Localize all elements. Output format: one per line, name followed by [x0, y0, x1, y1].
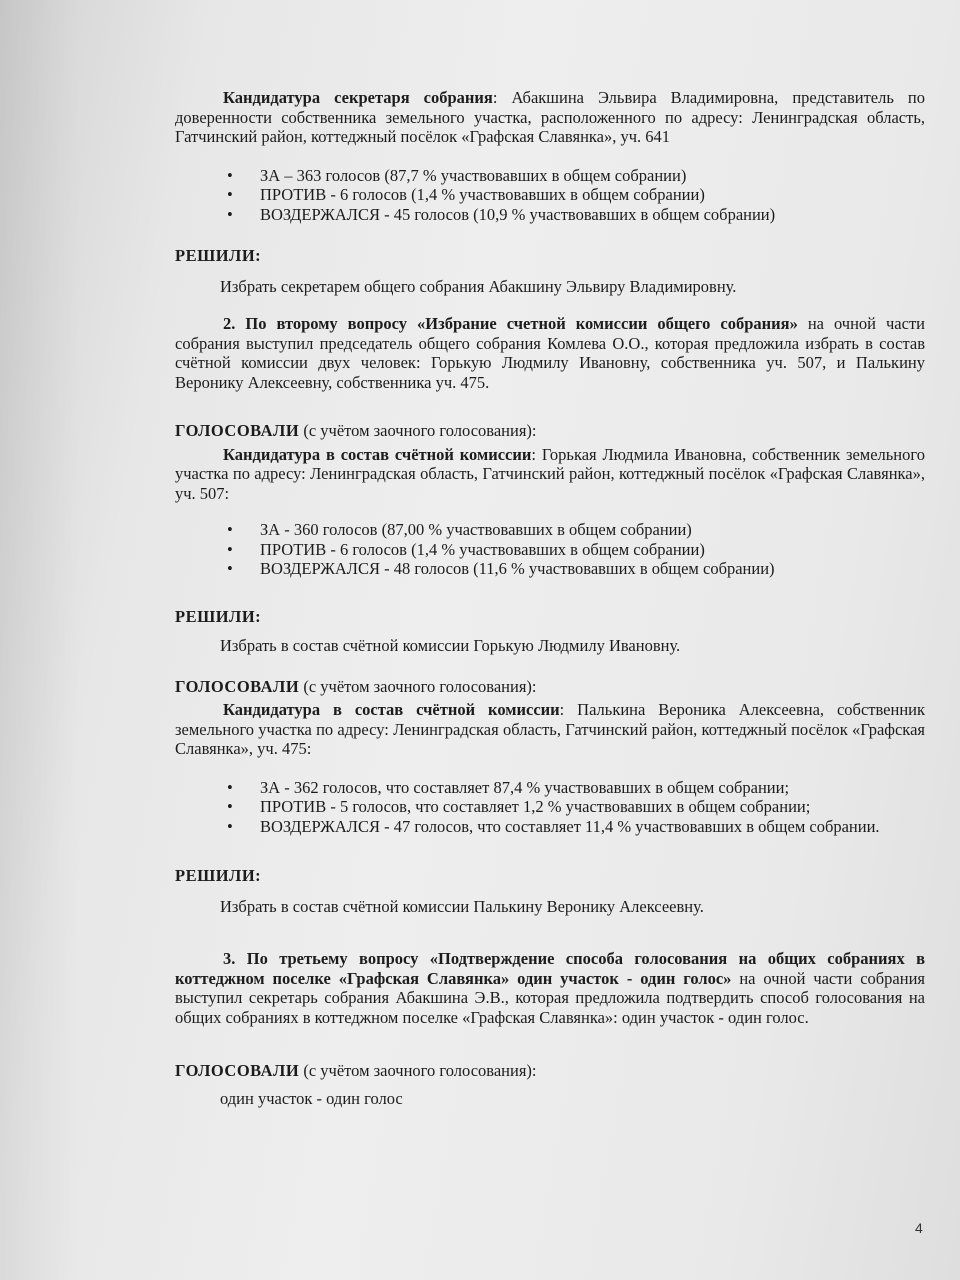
question-2-paragraph: [175, 314, 925, 392]
counting-candidate-1-paragraph: [175, 445, 925, 504]
vote-for: • ЗА - 360 голосов (87,00 % участвовавших в общем собрании): [227, 520, 925, 540]
voted-heading: ГОЛОСОВАЛИ: [175, 676, 300, 696]
question-3-lead: 3. По третьему вопросу «Подтверждение способа голосования на общих собраниях в коттеджном поселке «Графская Славянка» один участок - один голос»: [175, 949, 925, 988]
decided-heading: РЕШИЛИ:: [175, 606, 262, 626]
decision-text: Избрать в состав счётной комиссии Палькину Веронику Алексеевну.: [220, 896, 704, 916]
decision-text: Избрать в состав счётной комиссии Горькую Людмилу Ивановну.: [220, 636, 681, 655]
question-3-text: на очной части собрания выступил секретарь собрания Абакшина Э.В., которая предложила подтвердить способ голосования на общих собраниях в коттеджном поселке «Графская Славянка»: один участок - один голос.: [175, 968, 925, 1027]
counting-candidate-2-paragraph: [175, 700, 925, 759]
voted-note: (с учётом заочного голосования):: [299, 421, 537, 440]
voted-line: [175, 677, 925, 697]
vote-for: • ЗА - 362 голосов, что составляет 87,4 % участвовавших в общем собрании;: [227, 778, 925, 798]
voted-note: (с учётом заочного голосования):: [299, 676, 537, 696]
decision-text: Избрать секретарем общего собрания Абакшину Эльвиру Владимировну.: [220, 276, 737, 296]
vote-against: • ПРОТИВ - 5 голосов, что составляет 1,2 % участвовавших в общем собрании;: [227, 797, 925, 817]
question-2-lead: 2. По второму вопросу «Избрание счетной комиссии общего собрания»: [223, 314, 798, 333]
vote-abstain: • ВОЗДЕРЖАЛСЯ - 45 голосов (10,9 % участвовавших в общем собрании): [227, 205, 925, 225]
vote-against: • ПРОТИВ - 6 голосов (1,4 % участвовавших в общем собрании): [227, 540, 925, 560]
secretary-candidate-label: Кандидатура секретаря собрания: [223, 88, 493, 107]
question-2-text: на очной части собрания выступил председатель общего собрания Комлева О.О., которая предложила избрать в состав счётной комиссии двух человек: Горькую Людмилу Ивановну, собственника уч. 507, и Палькину Веронику Алексеевну, собственника уч. 475.: [175, 314, 925, 392]
document-body: [175, 88, 925, 1108]
decided-heading: РЕШИЛИ:: [175, 866, 262, 885]
vote-abstain: • ВОЗДЕРЖАЛСЯ - 47 голосов, что составляет 11,4 % участвовавших в общем собрании.: [227, 817, 925, 837]
vote-against: • ПРОТИВ - 6 голосов (1,4 % участвовавших в общем собрании): [227, 185, 925, 205]
page-fold-shadow: [0, 0, 80, 1280]
secretary-candidate-text: : Абакшина Эльвира Владимировна, представитель по доверенности собственника земельного участка, расположенного по адресу: Ленинградская область, Гатчинский район, коттеджный посёлок «Графская Славянка», уч. 641: [175, 88, 925, 146]
vote-abstain: • ВОЗДЕРЖАЛСЯ - 48 голосов (11,6 % участвовавших в общем собрании): [227, 559, 925, 579]
counting-candidate-2-text: : Палькина Вероника Алексеевна, собственник земельного участка по адресу: Ленинградская область, Гатчинский район, коттеджный посёлок «Графская Славянка», уч. 475:: [175, 700, 925, 758]
voted-note: (с учётом заочного голосования):: [299, 1061, 537, 1080]
vote-for: • ЗА – 363 голосов (87,7 % участвовавших в общем собрании): [227, 166, 925, 186]
decided-heading: РЕШИЛИ:: [175, 246, 262, 265]
voted-line: [175, 1061, 925, 1081]
secretary-candidate-paragraph: [175, 88, 925, 147]
counting-candidate-2-vote-list: [175, 778, 925, 837]
counting-candidate-1-text: : Горькая Людмила Ивановна, собственник земельного участка по адресу: Ленинградская область, Гатчинский район, коттеджный посёлок «Графская Славянка», уч. 507:: [175, 444, 925, 503]
voted-heading: ГОЛОСОВАЛИ: [175, 1061, 300, 1080]
voting-method-item: один участок - один голос: [220, 1088, 403, 1108]
counting-candidate-1-vote-list: [175, 520, 925, 579]
counting-candidate-2-label: Кандидатура в состав счётной комиссии: [223, 700, 560, 719]
counting-candidate-1-label: Кандидатура в состав счётной комиссии: [223, 444, 532, 464]
secretary-vote-list: [175, 166, 925, 225]
page-number: 4: [915, 1220, 923, 1236]
voted-heading: ГОЛОСОВАЛИ: [175, 421, 300, 440]
voted-line: [175, 421, 925, 441]
question-3-paragraph: [175, 949, 925, 1027]
